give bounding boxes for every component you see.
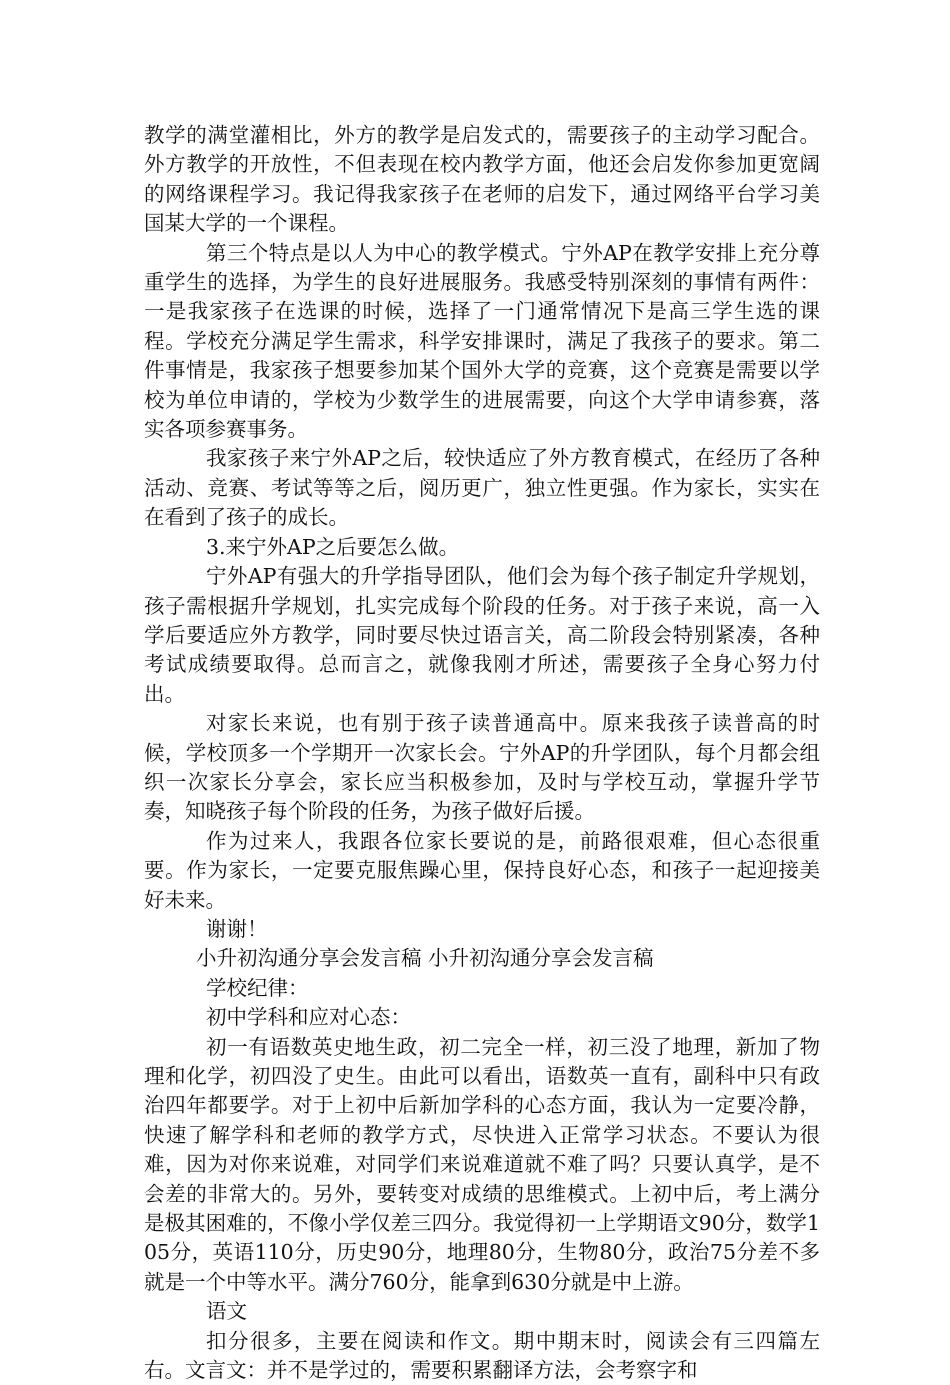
paragraph-intro-continuation: 教学的满堂灌相比，外方的教学是启发式的，需要孩子的主动学习配合。外方教学的开放性，不但表现在校内教学方面，他还会启发你参加更宽阔的网络课程学习。我记得我家孩子在老师的启发下，通过网络平台学习美国某大学的一个课程。 bbox=[144, 123, 820, 236]
paragraph-for-parents: 对家长来说，也有别于孩子读普通高中。原来我孩子读普高的时候，学校顶多一个学期开一次家长会。宁外AP的升学团队，每个月都会组织一次家长分享会，家长应当积极参加，及时与学校互动，掌握升学节奏，知晓孩子每个阶段的任务，为孩子做好后援。 bbox=[144, 711, 820, 824]
paragraph-chinese-details: 扣分很多，主要在阅读和作文。期中期末时，阅读会有三四篇左右。文言文：并不是学过的，需要积累翻译方法，会考察字和 bbox=[144, 1328, 820, 1383]
heading-subjects-mindset: 初中学科和应对心态： bbox=[206, 1005, 411, 1030]
section-heading-what-to-do: 3.来宁外AP之后要怎么做。 bbox=[206, 534, 460, 559]
heading-school-discipline: 学校纪律： bbox=[206, 975, 309, 1000]
paragraph-adaptation: 我家孩子来宁外AP之后，较快适应了外方教育模式，在经历了各种活动、竞赛、考试等等之后，阅历更广，独立性更强。作为家长，实实在在看到了孩子的成长。 bbox=[144, 446, 820, 530]
paragraph-third-feature: 第三个特点是以人为中心的教学模式。宁外AP在教学安排上充分尊重学生的选择，为学生的良好进展服务。我感受特别深刻的事情有两件：一是我家孩子在选课的时候，选择了一门通常情况下是高三学生选的课程。学校充分满足学生需求，科学安排课时，满足了我孩子的要求。第二件事情是，我家孩子想要参加某个国外大学的竞赛，这个竞赛是需要以学校为单位申请的，学校为少数学生的进展需要，向这个大学申请参赛，落实各项参赛事务。 bbox=[144, 240, 820, 442]
document-body bbox=[144, 121, 820, 1385]
paragraph-guidance-team: 宁外AP有强大的升学指导团队，他们会为每个孩子制定升学规划，孩子需根据升学规划，扎实完成每个阶段的任务。对于孩子来说，高一入学后要适应外方教学，同时要尽快过语言关，高二阶段会特别紧凑，各种考试成绩要取得。总而言之，就像我刚才所述，需要孩子全身心努力付出。 bbox=[144, 564, 820, 706]
section-title-speech: 小升初沟通分享会发言稿 小升初沟通分享会发言稿 bbox=[196, 946, 654, 971]
heading-chinese: 语文 bbox=[206, 1299, 247, 1324]
closing-thanks: 谢谢！ bbox=[206, 916, 268, 941]
paragraph-mindset: 作为过来人，我跟各位家长要说的是，前路很艰难，但心态很重要。作为家长，一定要克服焦躁心里，保持良好心态，和孩子一起迎接美好未来。 bbox=[144, 828, 820, 912]
paragraph-subjects: 初一有语数英史地生政，初二完全一样，初三没了地理，新加了物理和化学，初四没了史生。由此可以看出，语数英一直有，副科中只有政治四年都要学。对于上初中后新加学科的心态方面，我认为一定要冷静，快速了解学科和老师的教学方式，尽快进入正常学习状态。不要认为很难，因为对你来说难，对同学们来说难道就不难了吗？只要认真学，是不会差的非常大的。另外，要转变对成绩的思维模式。上初中后，考上满分是极其困难的，不像小学仅差三四分。我觉得初一上学期语文90分，数学105分，英语110分，历史90分，地理80分，生物80分，政治75分差不多就是一个中等水平。满分760分，能拿到630分就是中上游。 bbox=[144, 1034, 820, 1294]
